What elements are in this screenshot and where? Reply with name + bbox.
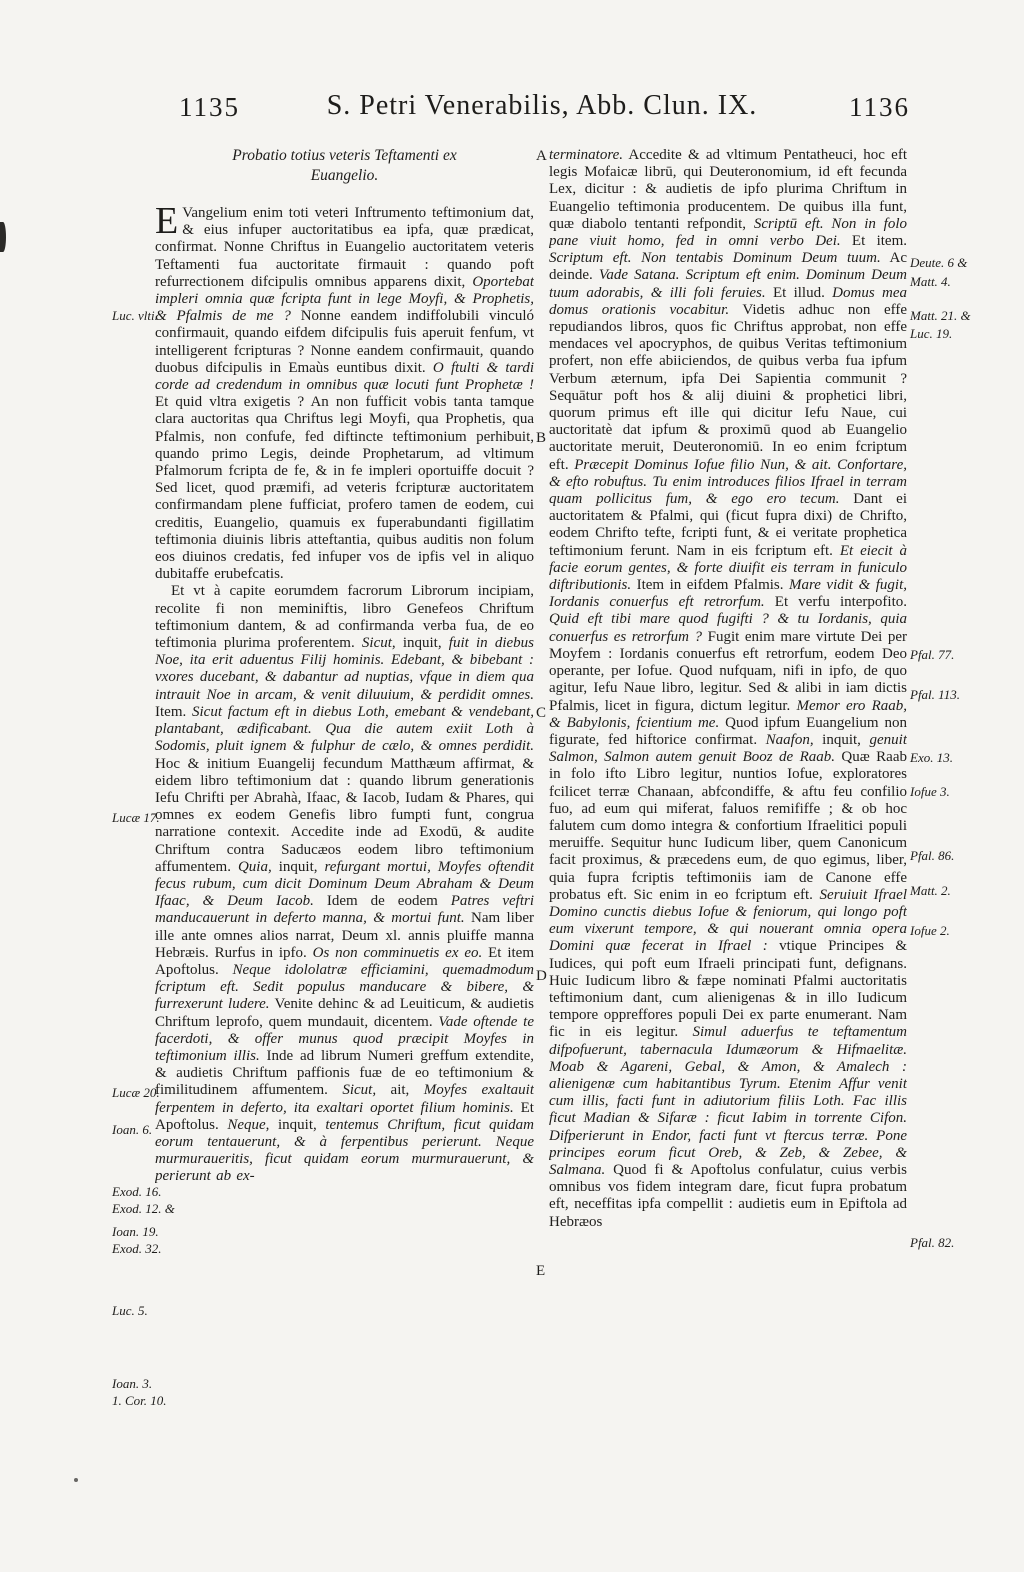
scripture-reference-note: Matt. 4. (910, 274, 951, 289)
italic-quotation: refurgant mortui, Moyfes oftendit fecus rubum, cum dicit Dominum Deum Abraham & Deum Ifaac, & Deum Iacob. (155, 858, 534, 910)
italic-quotation: Mare vidit & fugit, Iordanis conuerfus eft retrorfum. (549, 577, 907, 611)
italic-quotation: Vade Satana. Scriptum eft enim. Dominum Deum tuum adorabis, & illi foli feruies. (549, 267, 907, 301)
roman-text: Nonne eandem indiffolubili vinculó confirmauit, quando eifdem difcipulis fuis aperuit fenfum, vt intelligerent fcripturas ? Nonne eandem confirmauit, quando duobus difcipulis in Emaùs euntibus dixit. (155, 308, 534, 376)
italic-quotation: Naafon, (765, 731, 814, 748)
roman-text: Quod ipfum Euangelium non figurate, fed hiftorice confirmat. (549, 714, 907, 748)
italic-quotation: tentemus Chriftum, ficut quidam eorum tentauerunt, & à ferpentibus perierunt. Neque murmuraueritis, ficut quidam eorum murmurauerunt, & perierunt ab ex- (155, 1116, 534, 1185)
page-title: S. Petri Venerabilis, Abb. Clun. IX. (326, 90, 758, 121)
scripture-reference-note: Deute. 6 & (910, 255, 968, 270)
roman-text: Accedite & ad vltimum Pentatheuci, hoc eft legis Mofaicæ librū, qui Deuteronomium, id eft fecunda Lex, dicitur : & audietis de ipfo plurima Chriftum in Euangelio teftimonia producentem. De quibus illa funt, quæ diabolo tentanti refpondit, (549, 147, 907, 232)
left-paragraph-1 (155, 205, 534, 583)
scripture-reference-note: Ioan. 3. (112, 1376, 153, 1391)
italic-quotation: Neque idololatræ efficiamini, quemadmodum fcriptum eft. Sedit populus manducare & bibere, & furrexerunt ludere. (155, 961, 534, 1013)
scripture-reference-note: Exod. 12. & (112, 1201, 175, 1216)
italic-quotation: Sicut, (342, 1082, 377, 1099)
italic-quotation: terminatore. (549, 147, 624, 163)
roman-text: ait, (376, 1082, 424, 1099)
italic-quotation: Domus mea domus orationis vocabitur. (549, 284, 907, 318)
section-letter: D (536, 968, 547, 984)
italic-quotation: Et eiecit à facie eorum gentes, & forte diuifit eis terram in funiculo diftributionis. (549, 542, 907, 594)
italic-quotation: Simul aduerfus te teftamentum difpofuerunt, tabernacula Idumæorum & Hifmaelitæ. Moab & Agareni, Gebal, & Amon, & Amalech : alienigenæ cum habitantibus Tyrum. Etenim Affur venit cum illis, facti funt in adiutorium filiis Loth. Fac illis ficut Madian & Sifaræ : ficut Iabim in torrente Cifon. Difperierunt in Endor, facti funt vt ftercus terræ. Pone principes eorum ficut Oreb, & Zeb, & Zebee, & Salmana. (549, 1024, 907, 1178)
roman-text: Et item Apoftolus. (155, 944, 534, 978)
italic-quotation: Seruiuit Ifrael Domino cunctis diebus Iofue & feniorum, qui longo poft eum vixerunt tempore, & qui nouerant omnia opera Domini quæ fecerat in Ifrael : (549, 886, 907, 955)
scripture-reference-note: Luc. 5. (112, 1303, 148, 1318)
roman-text: Videtis adhuc non effe repudiandos libros, quos fic Chriftus approbat, non effe mendaces vel apocryphos, de quibus Veritas teftimonium profert, non effe abiiciendos, de quibus verba fua ipfum Verbum æternum, ipfa Dei Sapientia communit ? Sequātur poft hos & alij diuini & prophetici libri, quorum primus eft ille qui dicitur Iefu Naue, cui auctoritatè dat ipfum & proximū quod ab Euangelio auctoritate meruit, Deuteronomiū. In eo enim fcriptum eft. (549, 301, 907, 473)
left-text-column (155, 205, 534, 1467)
roman-text: Et item. (840, 233, 907, 250)
italic-quotation: Memor ero Raab, & Babylonis, fcientium me. (549, 697, 907, 731)
scripture-reference-note: Lucæ 17. (112, 810, 160, 825)
roman-text: vtique Principes & Iudices, qui poft eum Ifraeli principati funt, defignans. Huic Iudicum libro & fæpe nominati Pfalmi auctoritatis teftimonium dant, cum alienigenas & in illo Iudicum tempore oppreffores populi Dei ex parte enumerant. Nam fic in eis legitur. (549, 938, 907, 1041)
scripture-reference-note: Luc. 19. (910, 326, 953, 341)
roman-text: Et illud. (765, 284, 833, 301)
scripture-reference-note: Matt. 2. (910, 883, 951, 898)
roman-text: Quod fi & Apoftolus confulatur, cuius verbis omnibus vos fidem integram dare, ficut fupra probatum eft, neceffitas ipfa compellit : audietis eum in Epiftola ad Hebræos (549, 1161, 907, 1230)
roman-text: Et vt à capite eorumdem facrorum Librorum incipiam, recolite fi non meminiftis, libro Genefeos Chriftum teftimonium dantem, & ad confirmanda verba fua, de eo teftimonia plurima proferentem. (155, 583, 534, 652)
scan-artifact (0, 222, 6, 252)
italic-quotation: Quia, (237, 858, 272, 875)
scripture-reference-note: Exod. 16. (112, 1184, 162, 1199)
roman-text: Item. (155, 703, 193, 720)
heading-line-1: Probatio totius veteris Teftamenti ex (232, 147, 457, 164)
scripture-reference-note: Iofue 3. (910, 784, 950, 799)
roman-text: Inde ad librum Numeri greffum extendite, & audietis Chriftum paffionis fuæ de eo teftimonium & fimilitudinem affumentem. (155, 1047, 534, 1099)
roman-text: Hoc & initium Euangelij fecundum Matthæum affirmat, & eidem libro teftimonium dat : quando librum generationis Iefu Chrifti per Abrahà, Ifaac, & Iacob, Iudam & Phares, qui omnes ex eodem Genefis libro fumpti funt, congrua narratione contexit. Accedite inde ad Exodū, & audite Chriftum contra Saducæos eodem libro teftimonium affumentem. (155, 755, 534, 875)
italic-quotation: Sicut factum eft in diebus Loth, emebant & vendebant, plantabant, ædificabant. Qua die autem exiit Loth à Sodomis, pluit ignem & fulphur de cælo, & omnes perdidit. (155, 703, 534, 755)
italic-quotation: genuit Salmon, Salmon autem genuit Booz de Raab. (549, 731, 907, 766)
roman-text: Vangelium enim toti veteri Inftrumento teftimonium dat, & eius infuper auctoritatibus ea ipfa, quæ prædicat, confirmat. Nonne Chriftus in Euangelio auctoritatem veteris Teftamenti fua auctoritate firmauit : quando poft refurrectionem difcipulis omnibus apparens dixit, (155, 205, 534, 290)
left-paragraph-2 (155, 583, 534, 1185)
drop-cap-initial: E (155, 205, 179, 242)
right-paragraph (549, 147, 907, 1231)
scripture-reference-note: 1. Cor. 10. (112, 1393, 167, 1408)
scripture-reference-note: Pfal. 82. (910, 1235, 955, 1250)
roman-text: Et quid vltra exigetis ? An non fufficit vobis tanta tamque clara auctoritas qua Chriftus legi Moyfi, qua Prophetis, qua Pfalmis, non confufe, fed diftincte teftimonium perhibuit, quando primo Legis, deinde Prophetarum, ad vltimum Pfalmorum fcripta de fe, & in fe impleri oportuiffe docuit ? Sed licet, quod præmifi, ad veteris fcripturæ auctoritatem confirmandam plene fufficiat, profero tamen de eodem, cui creditis, Euangelio, quamuis ex fuperabundanti figillatim teftimonia diuinis libris atteftantia, quibus auditis non folum eos diuinos credatis, fed infuper vos de ipfis vel in aliquo dubitaffe erubefcatis. (155, 394, 534, 583)
scripture-reference-note: Pfal. 77. (910, 647, 955, 662)
scripture-reference-note: Ioan. 6. (112, 1122, 153, 1137)
italic-quotation: Scriptum eft. Non tentabis Dominum Deum tuum. (549, 250, 881, 267)
roman-text: Ac deinde. (549, 250, 907, 284)
section-letter: A (536, 148, 547, 164)
italic-quotation: Quid eft tibi mare quod fugifti ? & tu Iordanis, quia conuerfus es retrorfum ? (549, 611, 907, 645)
roman-text: Idem de eodem (313, 893, 451, 910)
section-letter: B (536, 430, 547, 446)
roman-text: Quæ Raab in folo ifto Libro legitur, nuntios Iofue, exploratores fcilicet terræ Chanaan, abfcondiffe, & aftu feu confilio fuo, ad eum qui miferat, faluos remififfe ; & ob hoc falutem cum domo integra & confortium Ifraelitici populi meruiffe. Sequitur hunc Iudicum liber, quem Canonicum facit proximus, & præcedens eum, de quo egimus, liber, quia fupra fcriptis teftimoniis iam de Canone effe probatus eft. Sic enim in eo fcriptum eft. (549, 749, 907, 903)
roman-text: Item in eifdem Pfalmis. (631, 577, 789, 594)
roman-text: Nam liber ille ante omnes alios narrat, Deum xl. annis pluiffe manna Hebræis. Rurfus in ipfo. (155, 910, 534, 961)
roman-text: inquit, (269, 1116, 326, 1133)
italic-quotation: Moyfes exaltauit ferpentem in deferto, ita exaltari oportet filium hominis. (155, 1082, 534, 1116)
left-column-number: 1135 (179, 92, 240, 122)
roman-text: inquit, (395, 635, 449, 652)
italic-quotation: Sicut, (361, 635, 396, 652)
roman-text: Venite dehinc & ad Leuiticum, & audietis Chriftum leprofo, quem mundauit, dicentem. (155, 996, 534, 1030)
left-column-heading (155, 146, 534, 186)
scan-artifact (74, 1478, 78, 1482)
italic-quotation: fuit in diebus Noe, ita erit aduentus Filij hominis. Edebant, & bibebant : vxores ducebant, & dabantur ad nuptias, vfque in diem qua intrauit Noe in arcam, & venit diluuium, & perdidit omnes. (155, 635, 534, 703)
scripture-reference-note: Matt. 21. & (910, 308, 971, 323)
scripture-reference-note: Pfal. 86. (910, 848, 955, 863)
italic-quotation: Neque, (227, 1116, 270, 1133)
italic-quotation: Vade oftende te facerdoti, & offer munus quod præcipit Moyfes in teftimonium illis. (155, 1013, 534, 1064)
roman-text: Et verfu interpofito. (764, 594, 907, 611)
section-letter: E (536, 1263, 546, 1279)
roman-text: Et Apoftolus. (155, 1099, 534, 1133)
scripture-reference-note: Luc. vlti. (112, 308, 158, 323)
scripture-reference-note: Lucæ 20. (112, 1085, 160, 1100)
heading-line-2: Euangelio. (310, 167, 379, 184)
roman-text: Dant ei auctoritatem & Pfalmi, qui (ficut fupra dixi) de Chrifto, eodem Chrifto tefte, fcripti funt, & ei veritate prophetica teftimonium ferunt. Nam in eis fcriptum eft. (549, 491, 907, 559)
italic-quotation: Scriptū eft. Non in folo pane viuit homo, fed in omni verbo Dei. (549, 215, 907, 250)
section-letter: C (536, 705, 547, 721)
scripture-reference-note: Exod. 32. (112, 1241, 162, 1256)
right-column-number: 1136 (849, 92, 910, 122)
italic-quotation: O ftulti & tardi corde ad credendum in omnibus quæ locuti funt Prophetæ ! (155, 359, 534, 394)
scripture-reference-note: Exo. 13. (910, 750, 953, 765)
italic-quotation: Patres veftri manducauerunt in deferto manna, & mortui funt. (155, 893, 534, 927)
italic-quotation: Os non comminuetis ex eo. (312, 944, 483, 961)
italic-quotation: Oportebat impleri omnia quæ fcripta funt in lege Moyfi, & Prophetis, & Pfalmis de me ? (155, 273, 534, 325)
right-text-column (549, 147, 907, 1469)
scripture-reference-note: Pfal. 113. (910, 687, 960, 702)
roman-text: inquit, (271, 858, 325, 875)
roman-text: inquit, (813, 731, 870, 748)
scripture-reference-note: Iofue 2. (910, 923, 950, 938)
scripture-reference-note: Ioan. 19. (112, 1224, 159, 1239)
roman-text: Fugit enim mare virtute Dei per Moyfem : Iordanis conuerfus eft retrorfum, eodem Deo operante, per Iofue. Quod nufquam, nifi in ipfo, de quo agitur, Iefu Naue libro, legitur. Sed & alibi in iam dictis Pfalmis, licet in figura, dictum legitur. (549, 628, 907, 714)
italic-quotation: Præcepit Dominus Iofue filio Nun, & ait. Confortare, & efto robuftus. Tu enim introduces filios Ifrael in terram quam pollicitus fum, & ego ero tecum. (549, 456, 907, 508)
